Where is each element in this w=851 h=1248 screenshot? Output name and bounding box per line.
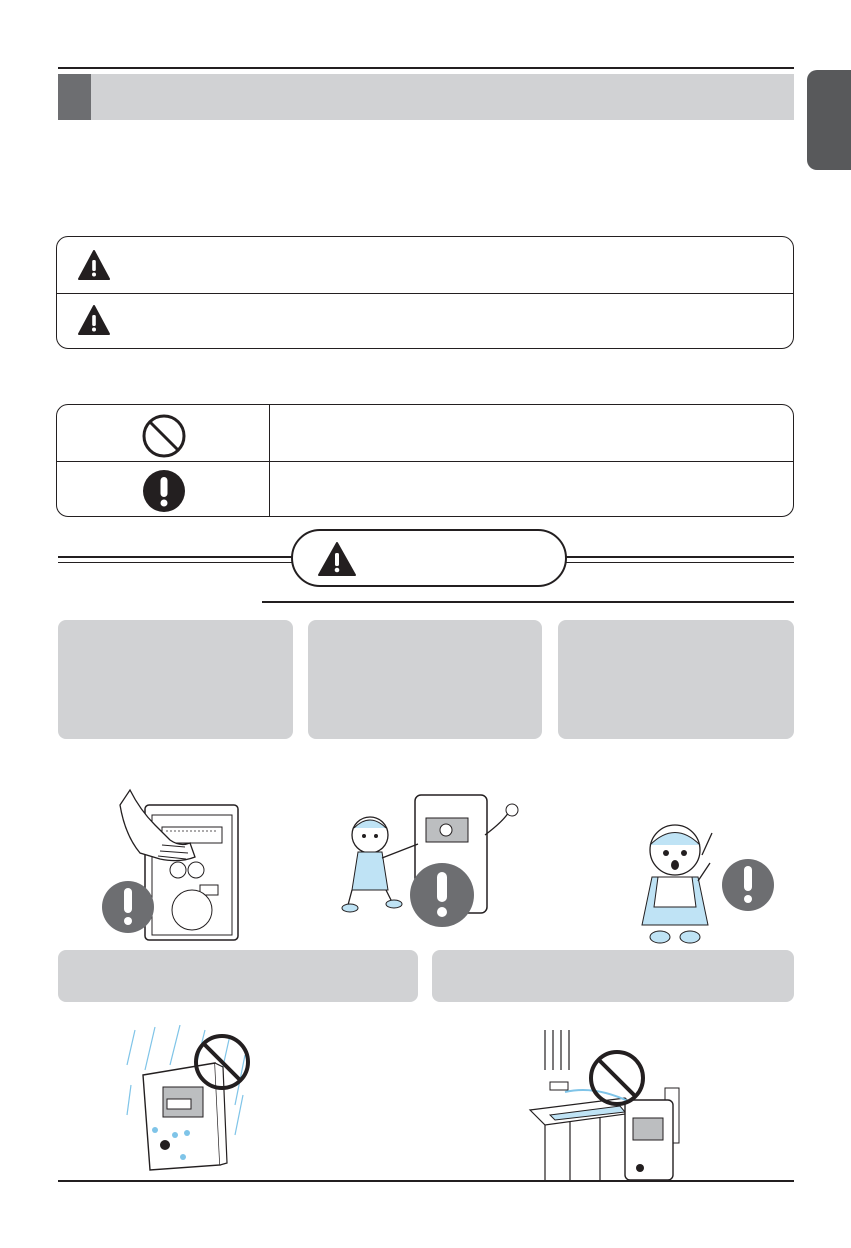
- prohibited-icon: [141, 413, 187, 459]
- warning-triangle-icon: [317, 541, 357, 577]
- mandatory-row: [57, 461, 793, 518]
- section-rule-right-1: [566, 556, 794, 558]
- rain-controller-illustration: [125, 1025, 255, 1175]
- mandatory-text: [283, 462, 773, 518]
- warning-row: [57, 237, 793, 293]
- section-rule-left-1: [58, 556, 294, 558]
- controller-board-illustration: [100, 785, 250, 945]
- caution-row: [57, 293, 793, 350]
- prohibited-text: [283, 405, 773, 461]
- instruction-card-4: [58, 950, 418, 1002]
- section-rule-right-2: [566, 562, 794, 563]
- mandatory-icon: [141, 468, 187, 514]
- caution-triangle-icon: [77, 304, 111, 336]
- instruction-card-1: [58, 620, 293, 739]
- bottom-rule: [58, 1180, 794, 1182]
- language-tab-label: [807, 70, 851, 170]
- character-warning-illustration: [630, 815, 780, 950]
- title-bar: [58, 74, 794, 120]
- sink-controller-illustration: [525, 1030, 705, 1180]
- subtitle-rule: [262, 601, 794, 603]
- top-rule: [58, 67, 794, 69]
- title-marker: [58, 74, 91, 120]
- symbol-legend: [56, 404, 794, 517]
- warning-legend: [56, 236, 794, 349]
- warning-triangle-icon: [77, 249, 111, 281]
- instruction-card-5: [432, 950, 794, 1002]
- section-rule-left-2: [58, 562, 294, 563]
- warning-pill: [291, 529, 567, 587]
- character-controller-illustration: [340, 790, 530, 940]
- instruction-card-2: [308, 620, 542, 739]
- instruction-card-3: [558, 620, 794, 739]
- prohibited-row: [57, 405, 793, 461]
